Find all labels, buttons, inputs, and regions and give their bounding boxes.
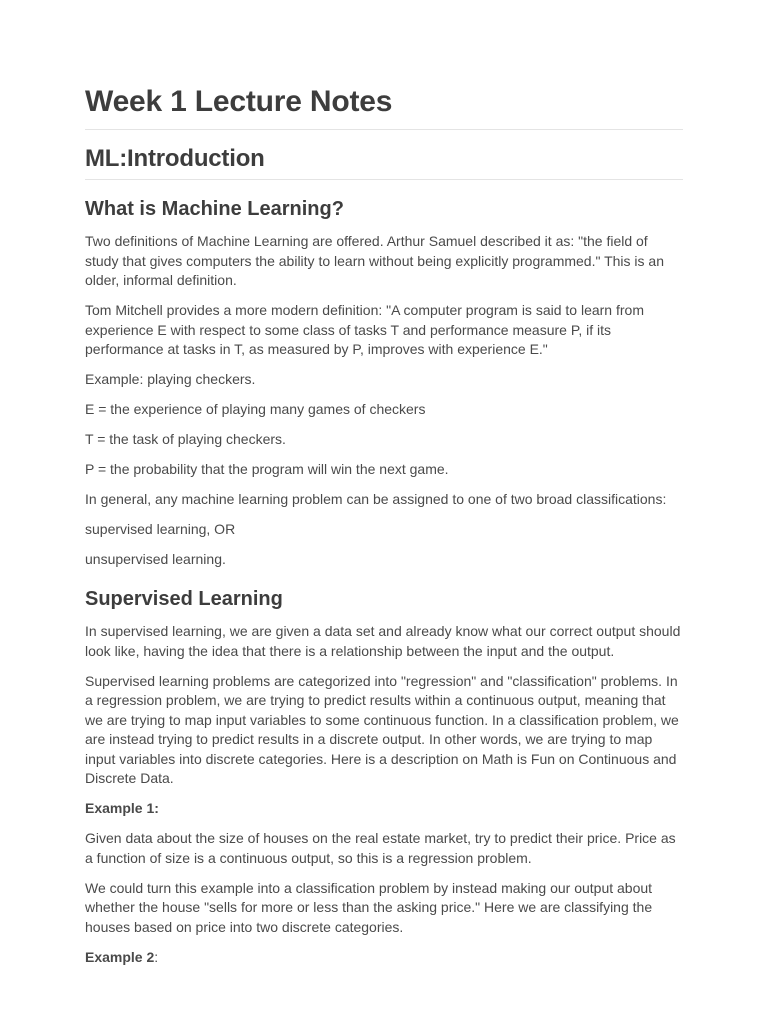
paragraph: P = the probability that the program will win the next game.	[85, 461, 449, 478]
doc-title: Week 1 Lecture Notes	[85, 85, 393, 118]
paragraph: Example: playing checkers.	[85, 371, 256, 388]
plain-text: :	[154, 948, 159, 965]
paragraph: In general, any machine learning problem can be assigned to one of two broad classifications:	[85, 491, 667, 508]
paragraph: Given data about the size of houses on the real estate market, try to predict their price. Price as a function of size is a continuous output, so this is a regression problem.	[85, 830, 676, 866]
divider	[85, 129, 683, 130]
paragraph: Tom Mitchell provides a more modern definition: "A computer program is said to learn from experience E with respect to some class of tasks T and performance measure P, if its performance at tasks in T, as measured by P, improves with experience E."	[85, 302, 644, 358]
paragraph: Two definitions of Machine Learning are offered. Arthur Samuel described it as: "the field of study that gives computers the ability to learn without being explicitly programmed." This is an older, informal definition.	[85, 233, 664, 289]
section-heading: Supervised Learning	[85, 587, 283, 610]
divider	[85, 179, 683, 180]
example-label-text: Example 2	[85, 948, 155, 965]
paragraph: unsupervised learning.	[85, 551, 226, 568]
paragraph: supervised learning, OR	[85, 521, 236, 538]
doc-subtitle: ML:Introduction	[85, 144, 265, 172]
example-label	[85, 948, 683, 968]
paragraph: In supervised learning, we are given a data set and already know what our correct output should look like, having the idea that there is a relationship between the input and the output.	[85, 623, 681, 659]
paragraph: We could turn this example into a classification problem by instead making our output about whether the house "sells for more or less than the asking price." Here we are classifying the houses based on price into two discrete categories.	[85, 879, 653, 935]
paragraph: T = the task of playing checkers.	[85, 431, 286, 448]
paragraph: Supervised learning problems are categorized into "regression" and "classification" problems. In a regression problem, we are trying to predict results within a continuous output, meaning that we are trying to map input variables to some continuous function. In a classification problem, we are instead trying to predict results in a discrete output. In other words, we are trying to map input variables into discrete categories. Here is a description on Math is Fun on Continuous and Discrete Data.	[85, 672, 679, 787]
section-heading: What is Machine Learning?	[85, 197, 344, 220]
example-label: Example 1:	[85, 800, 159, 817]
paragraph: E = the experience of playing many games of checkers	[85, 401, 426, 418]
